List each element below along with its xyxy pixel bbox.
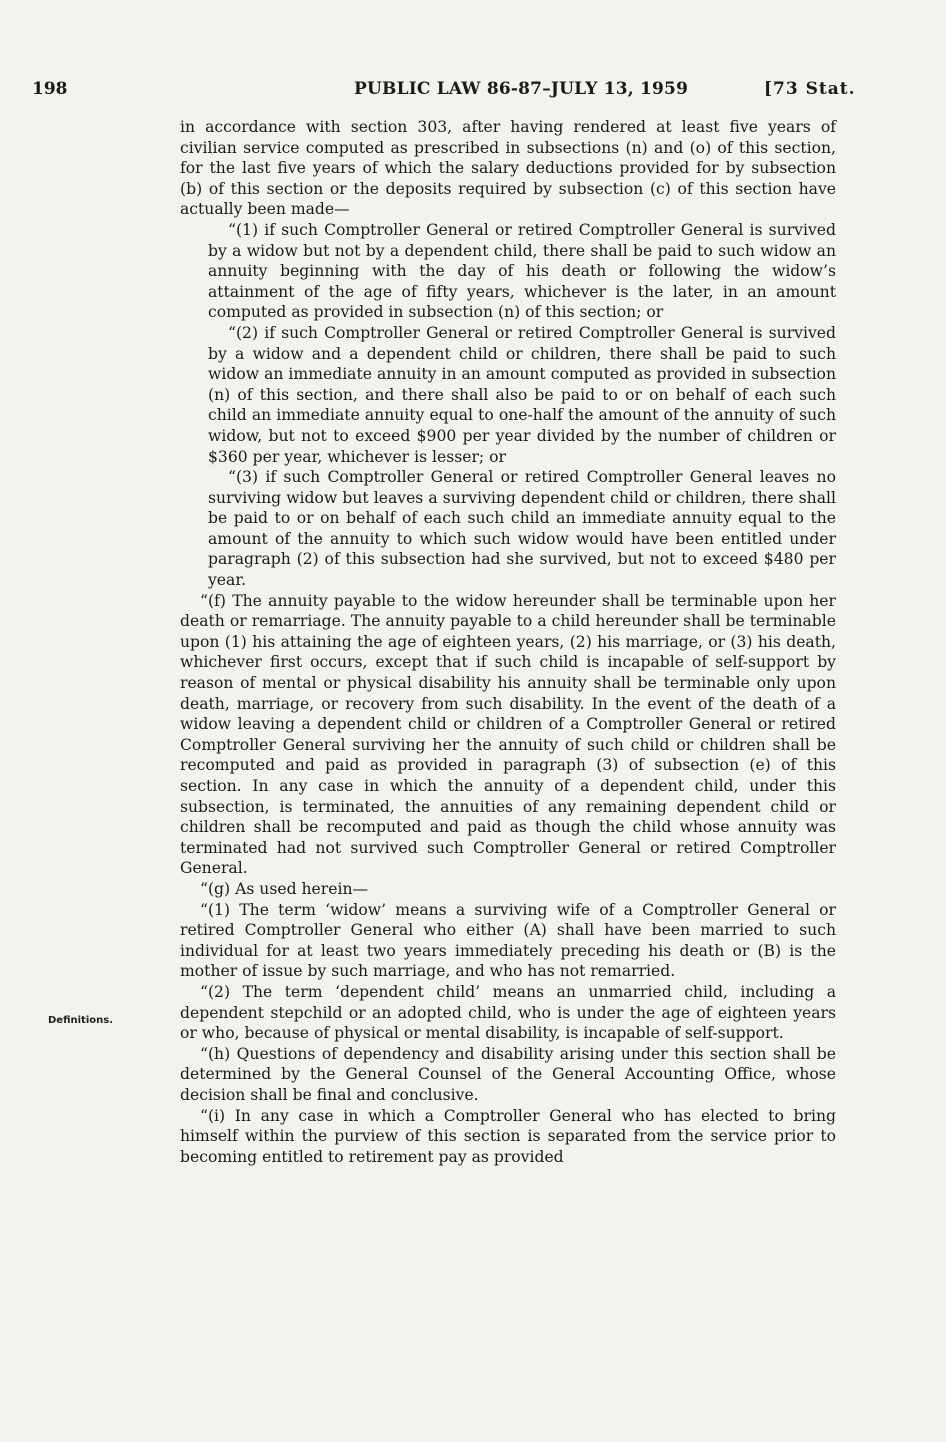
page-number: 198 [32, 79, 68, 99]
page-header [30, 76, 910, 102]
paragraph-e-2: “(2) if such Comptroller General or retired Comptroller General is survived by a widow and a dependent child or children, there shall be paid to such widow an immediate annuity in an amount computed as provided in subsection (n) of this section, and there shall also be paid to or on behalf of each such child an immediate annuity equal to one-half the amount of the annuity of such widow, but not to exceed $900 per year divided by the number of children or $360 per year, whichever is lesser; or [208, 323, 836, 466]
paragraph-continuation: in accordance with section 303, after having rendered at least five years of civilian service computed as prescribed in subsections (n) and (o) of this section, for the last five years of which the salary deductions provided for by subsection (b) of this section or the deposits required by subsection (c) of this section have actually been made— [180, 118, 836, 219]
margin-note-definitions: Definitions. [48, 1015, 113, 1026]
paragraph-h: “(h) Questions of dependency and disability arising under this section shall be determined by the General Counsel of the General Accounting Office, whose decision shall be final and conclusive. [180, 1044, 836, 1104]
paragraph-i: “(i) In any case in which a Comptroller General who has elected to bring himself within the purview of this section is separated from the service prior to becoming entitled to retirement pay as provided [180, 1106, 836, 1166]
statute-reference: [73 Stat. [764, 79, 856, 99]
paragraph-e-1: “(1) if such Comptroller General or retired Comptroller General is survived by a widow but not by a dependent child, there shall be paid to such widow an annuity beginning with the day of his death or following the widow’s attainment of the age of fifty years, whichever is the later, in an amount computed as provided in subsection (n) of this section; or [208, 220, 836, 322]
paragraph-f: “(f) The annuity payable to the widow hereunder shall be terminable upon her death or remarriage. The annuity payable to a child hereunder shall be terminable upon (1) his attaining the age of eighteen years, (2) his marriage, or (3) his death, whichever first occurs, except that if such child is incapable of self-support by reason of mental or physical disability his annuity shall be terminable only upon death, marriage, or recovery from such disability. In the event of the death of a widow leaving a dependent child or children of a Comptroller General or retired Comptroller General surviving her the annuity of such child or children shall be recomputed and paid as provided in paragraph (3) of subsection (e) of this section. In any case in which the annuity of a dependent child, under this subsection, is terminated, the annuities of any remaining dependent child or children shall be recomputed and paid as though the child whose annuity was terminated had not survived such Comptroller General or retired Comptroller General. [180, 591, 836, 878]
paragraph-g: “(g) As used herein— [200, 879, 369, 898]
body-text [180, 117, 836, 1167]
running-title: PUBLIC LAW 86-87–JULY 13, 1959 [354, 79, 689, 99]
paragraph-g-2: “(2) The term ‘dependent child’ means an unmarried child, including a dependent stepchild or an adopted child, who is under the age of eighteen years or who, because of physical or mental disability, is incapable of self-support. [180, 982, 836, 1043]
paragraph-g-1: “(1) The term ‘widow’ means a surviving wife of a Comptroller General or retired Comptroller General who either (A) shall have been married to such individual for at least two years immediately preceding his death or (B) is the mother of issue by such marriage, and who has not remarried. [180, 900, 836, 981]
paragraph-e-3: “(3) if such Comptroller General or retired Comptroller General leaves no surviving widow but leaves a surviving dependent child or children, there shall be paid to or on behalf of each such child an immediate annuity equal to the amount of the annuity to which such widow would have been entitled under paragraph (2) of this subsection had she survived, but not to exceed $480 per year. [208, 468, 836, 590]
